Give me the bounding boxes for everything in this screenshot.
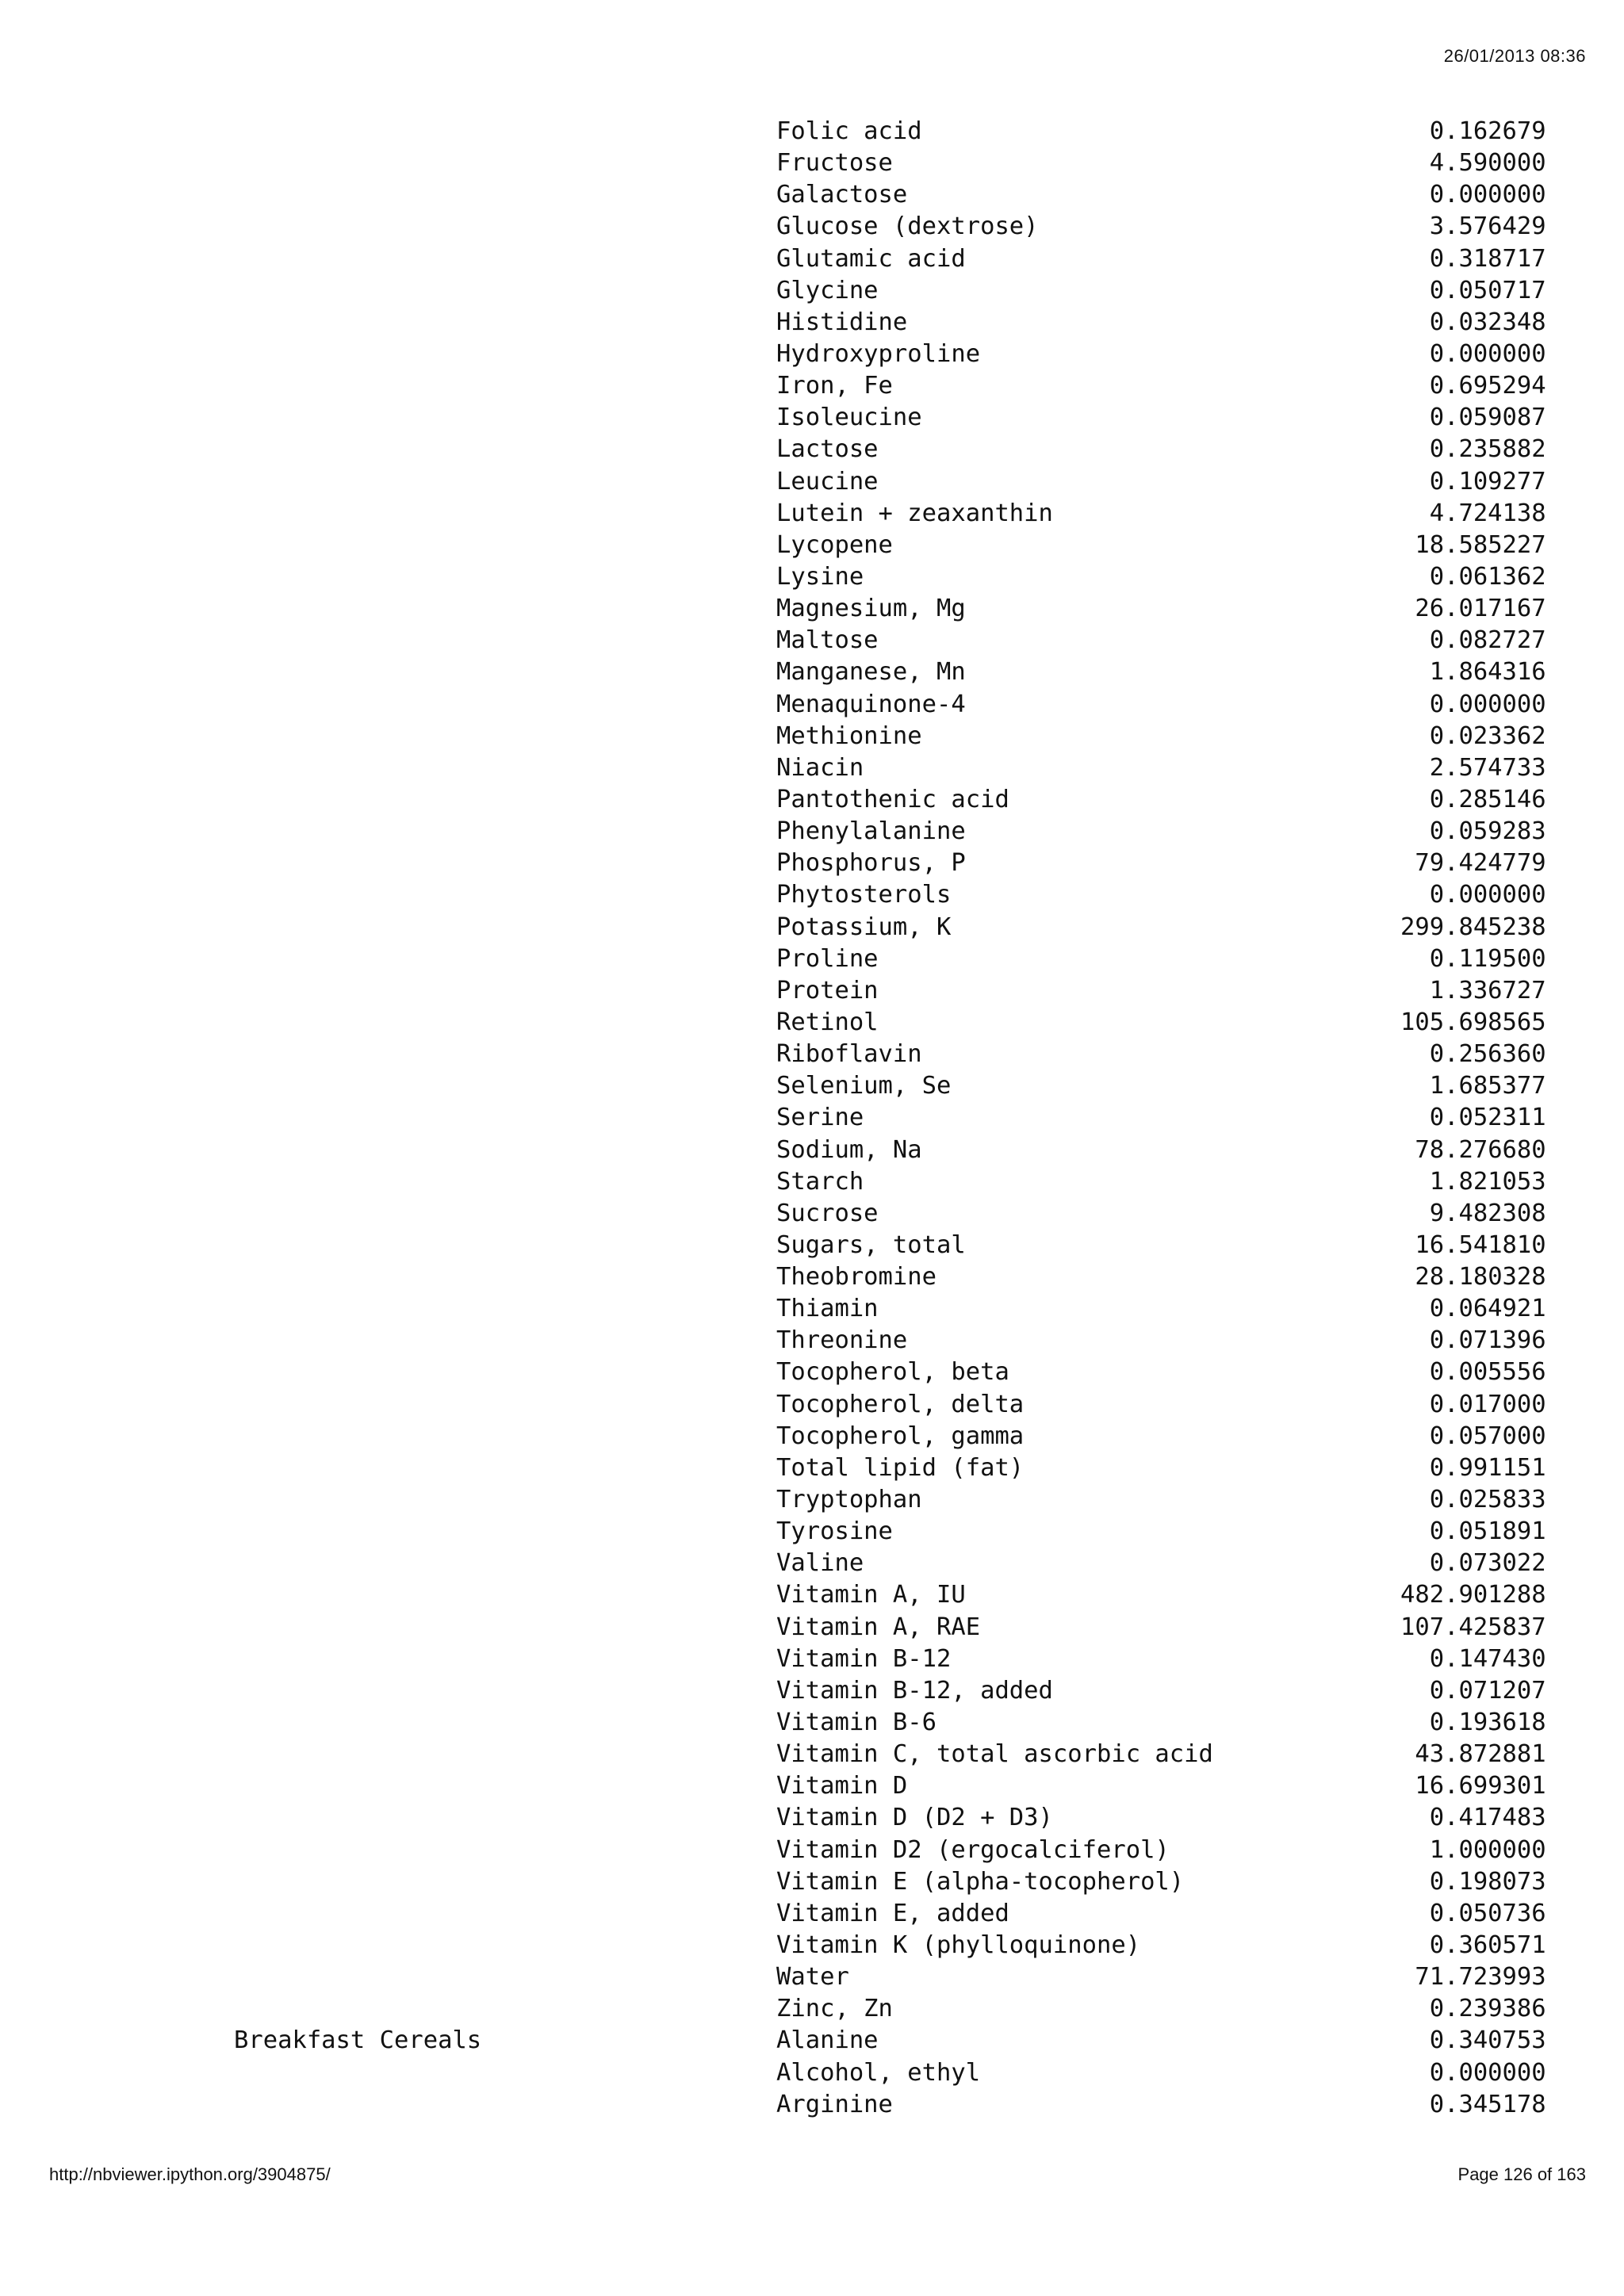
- table-row: [230, 1452, 1546, 1484]
- category-cell: [230, 561, 776, 593]
- nutrient-value-cell: 0.025833: [1429, 1486, 1546, 1514]
- nutrient-value-cell: 107.425837: [1400, 1613, 1546, 1641]
- category-cell: [230, 275, 776, 307]
- nutrient-value-cell: 0.256360: [1429, 1040, 1546, 1069]
- nutrient-value-cell: 0.000000: [1429, 339, 1546, 368]
- table-row: [230, 1325, 1546, 1357]
- table-row: [230, 211, 1546, 243]
- nutrient-value-cell: 1.336727: [1429, 976, 1546, 1004]
- nutrient-value-cell: 0.417483: [1429, 1804, 1546, 1832]
- table-row: [230, 1007, 1546, 1039]
- category-cell: [230, 1707, 776, 1739]
- nutrient-value-cell: 4.724138: [1429, 499, 1546, 527]
- nutrient-value-cell: 1.864316: [1429, 658, 1546, 687]
- nutrient-name-cell: Galactose: [776, 181, 908, 209]
- category-cell: [230, 1579, 776, 1611]
- category-cell: [230, 593, 776, 625]
- table-row: [230, 848, 1546, 879]
- nutrient-value-cell: 0.109277: [1429, 467, 1546, 496]
- nutrient-name-cell: Retinol: [776, 1008, 879, 1036]
- category-cell: [230, 1548, 776, 1579]
- table-row: [230, 1802, 1546, 1834]
- table-row: [230, 1484, 1546, 1516]
- nutrient-value-cell: 78.276680: [1415, 1135, 1546, 1164]
- table-row: [230, 784, 1546, 816]
- nutrient-value-cell: 0.285146: [1429, 785, 1546, 813]
- category-cell: [230, 402, 776, 434]
- category-cell: [230, 1930, 776, 1961]
- nutrient-name-cell: Vitamin C, total ascorbic acid: [776, 1740, 1213, 1769]
- category-cell: [230, 1421, 776, 1452]
- nutrient-name-cell: Potassium, K: [776, 913, 952, 941]
- nutrient-value-cell: 0.147430: [1429, 1644, 1546, 1673]
- nutrient-value-cell: 0.000000: [1429, 881, 1546, 909]
- table-row: [230, 561, 1546, 593]
- nutrient-value-cell: 9.482308: [1429, 1199, 1546, 1227]
- nutrient-name-cell: Vitamin B-12: [776, 1644, 952, 1673]
- nutrient-value-cell: 4.590000: [1429, 149, 1546, 178]
- nutrient-value-cell: 0.061362: [1429, 562, 1546, 591]
- nutrient-value-cell: 0.000000: [1429, 2058, 1546, 2087]
- table-row: [230, 593, 1546, 625]
- category-cell: [230, 434, 776, 465]
- nutrient-value-cell: 0.071396: [1429, 1326, 1546, 1355]
- category-cell: [230, 1484, 776, 1516]
- category-cell: [230, 1039, 776, 1070]
- nutrient-name-cell: Starch: [776, 1167, 864, 1196]
- nutrient-value-cell: 0.239386: [1429, 1995, 1546, 2023]
- category-cell: [230, 1675, 776, 1707]
- nutrient-name-cell: Alanine: [776, 2026, 879, 2055]
- category-cell: [230, 1261, 776, 1293]
- table-row: [230, 625, 1546, 656]
- category-cell: [230, 1452, 776, 1484]
- nutrient-name-cell: Glycine: [776, 276, 879, 304]
- nutrient-name-cell: Pantothenic acid: [776, 785, 1009, 813]
- table-row: [230, 339, 1546, 370]
- print-timestamp: 26/01/2013 08:36: [1443, 46, 1586, 66]
- nutrient-name-cell: Methionine: [776, 721, 922, 750]
- table-row: [230, 1230, 1546, 1261]
- category-cell: [230, 147, 776, 179]
- table-row: [230, 1548, 1546, 1579]
- table-row: [230, 1039, 1546, 1070]
- nutrient-value-cell: 482.901288: [1400, 1581, 1546, 1609]
- table-row: [230, 1516, 1546, 1548]
- table-row: [230, 1866, 1546, 1898]
- category-cell: [230, 943, 776, 975]
- table-row: [230, 721, 1546, 752]
- nutrient-name-cell: Vitamin D (D2 + D3): [776, 1804, 1053, 1832]
- table-row: [230, 370, 1546, 402]
- nutrient-name-cell: Vitamin B-12, added: [776, 1676, 1053, 1705]
- table-row: [230, 943, 1546, 975]
- table-row: [230, 1612, 1546, 1644]
- nutrient-name-cell: Arginine: [776, 2090, 893, 2118]
- table-row: [230, 1644, 1546, 1675]
- table-row: [230, 1835, 1546, 1866]
- nutrient-name-cell: Vitamin B-6: [776, 1709, 936, 1737]
- nutrient-value-cell: 0.051891: [1429, 1517, 1546, 1546]
- nutrient-name-cell: Riboflavin: [776, 1040, 922, 1069]
- nutrient-value-cell: 26.017167: [1415, 595, 1546, 623]
- nutrient-value-cell: 0.198073: [1429, 1867, 1546, 1896]
- table-row: [230, 1770, 1546, 1802]
- table-row: [230, 243, 1546, 275]
- nutrient-name-cell: Niacin: [776, 753, 864, 782]
- table-row: [230, 530, 1546, 561]
- category-cell: [230, 625, 776, 656]
- nutrient-name-cell: Isoleucine: [776, 404, 922, 432]
- nutrient-value-cell: 0.000000: [1429, 181, 1546, 209]
- category-cell: [230, 530, 776, 561]
- nutrient-value-cell: 0.073022: [1429, 1549, 1546, 1578]
- nutrient-value-cell: 1.685377: [1429, 1072, 1546, 1100]
- table-row: [230, 1198, 1546, 1230]
- table-row: [230, 1070, 1546, 1102]
- category-cell: [230, 689, 776, 721]
- nutrient-value-cell: 0.695294: [1429, 372, 1546, 400]
- footer-url: http://nbviewer.ipython.org/3904875/: [49, 2164, 331, 2184]
- nutrient-name-cell: Phosphorus, P: [776, 849, 966, 878]
- nutrient-name-cell: Serine: [776, 1104, 864, 1132]
- nutrient-value-cell: 0.340753: [1429, 2026, 1546, 2055]
- nutrient-name-cell: Sugars, total: [776, 1230, 966, 1259]
- nutrient-name-cell: Tyrosine: [776, 1517, 893, 1546]
- table-row: [230, 179, 1546, 211]
- table-row: [230, 1421, 1546, 1452]
- nutrient-name-cell: Iron, Fe: [776, 372, 893, 400]
- nutrient-name-cell: Tocopherol, beta: [776, 1358, 1009, 1387]
- table-row: [230, 466, 1546, 498]
- table-row: [230, 1135, 1546, 1166]
- nutrient-value-cell: 0.059087: [1429, 404, 1546, 432]
- nutrient-name-cell: Menaquinone-4: [776, 690, 966, 718]
- table-row: [230, 975, 1546, 1007]
- nutrient-name-cell: Sodium, Na: [776, 1135, 922, 1164]
- category-cell: [230, 2089, 776, 2121]
- nutrient-value-cell: 16.699301: [1415, 1772, 1546, 1800]
- category-cell: [230, 1325, 776, 1357]
- nutrient-name-cell: Theobromine: [776, 1263, 936, 1292]
- nutrient-table: [230, 116, 1546, 2121]
- nutrient-name-cell: Vitamin K (phylloquinone): [776, 1931, 1141, 1960]
- category-cell: [230, 1198, 776, 1230]
- category-cell: [230, 307, 776, 339]
- nutrient-value-cell: 0.162679: [1429, 117, 1546, 145]
- category-cell: [230, 975, 776, 1007]
- table-row: [230, 402, 1546, 434]
- nutrient-value-cell: 0.082727: [1429, 626, 1546, 655]
- nutrient-name-cell: Maltose: [776, 626, 879, 655]
- nutrient-name-cell: Tryptophan: [776, 1486, 922, 1514]
- table-row: [230, 689, 1546, 721]
- category-cell: [230, 1293, 776, 1325]
- nutrient-name-cell: Lutein + zeaxanthin: [776, 499, 1053, 527]
- category-cell: [230, 1770, 776, 1802]
- category-cell: [230, 656, 776, 688]
- nutrient-value-cell: 0.017000: [1429, 1390, 1546, 1418]
- table-row: [230, 1930, 1546, 1961]
- category-cell: [230, 784, 776, 816]
- nutrient-value-cell: 0.064921: [1429, 1295, 1546, 1323]
- nutrient-value-cell: 0.005556: [1429, 1358, 1546, 1387]
- nutrient-value-cell: 1.000000: [1429, 1835, 1546, 1864]
- table-row: [230, 656, 1546, 688]
- nutrient-name-cell: Vitamin D: [776, 1772, 908, 1800]
- nutrient-name-cell: Vitamin E, added: [776, 1899, 1009, 1927]
- category-cell: [230, 370, 776, 402]
- table-row: [230, 1389, 1546, 1421]
- table-row: [230, 1739, 1546, 1770]
- category-cell: [230, 1070, 776, 1102]
- nutrient-value-cell: 3.576429: [1429, 212, 1546, 241]
- nutrient-value-cell: 0.057000: [1429, 1422, 1546, 1450]
- nutrient-name-cell: Lycopene: [776, 530, 893, 559]
- nutrient-value-cell: 299.845238: [1400, 913, 1546, 941]
- category-cell: [230, 1993, 776, 2025]
- category-cell: [230, 1612, 776, 1644]
- nutrient-value-cell: 28.180328: [1415, 1263, 1546, 1292]
- category-cell: [230, 2057, 776, 2089]
- nutrient-name-cell: Leucine: [776, 467, 879, 496]
- category-cell: [230, 1007, 776, 1039]
- nutrient-value-cell: 1.821053: [1429, 1167, 1546, 1196]
- nutrient-name-cell: Magnesium, Mg: [776, 595, 966, 623]
- category-cell: [230, 1102, 776, 1134]
- table-row: [230, 1166, 1546, 1198]
- nutrient-value-cell: 0.345178: [1429, 2090, 1546, 2118]
- category-cell: [230, 1739, 776, 1770]
- category-cell: [230, 1230, 776, 1261]
- nutrient-table-body: [230, 116, 1546, 2121]
- nutrient-name-cell: Glucose (dextrose): [776, 212, 1039, 241]
- table-row: [230, 752, 1546, 784]
- nutrient-value-cell: 0.000000: [1429, 690, 1546, 718]
- nutrient-name-cell: Tocopherol, delta: [776, 1390, 1025, 1418]
- nutrient-value-cell: 0.023362: [1429, 721, 1546, 750]
- table-row: [230, 275, 1546, 307]
- nutrient-value-cell: 2.574733: [1429, 753, 1546, 782]
- table-row: [230, 879, 1546, 911]
- nutrient-value-cell: 0.032348: [1429, 308, 1546, 336]
- nutrient-value-cell: 0.050717: [1429, 276, 1546, 304]
- nutrient-name-cell: Vitamin E (alpha-tocopherol): [776, 1867, 1185, 1896]
- nutrient-value-cell: 105.698565: [1400, 1008, 1546, 1036]
- category-cell: [230, 879, 776, 911]
- nutrient-name-cell: Hydroxyproline: [776, 339, 981, 368]
- table-row: [230, 1293, 1546, 1325]
- category-cell: [230, 1898, 776, 1930]
- category-cell: [230, 179, 776, 211]
- page-number: Page 126 of 163: [1457, 2164, 1586, 2184]
- table-row: [230, 1898, 1546, 1930]
- nutrient-name-cell: Zinc, Zn: [776, 1995, 893, 2023]
- nutrient-value-cell: 0.991151: [1429, 1453, 1546, 1482]
- category-cell: [230, 1802, 776, 1834]
- category-cell: Breakfast Cereals: [234, 2026, 482, 2055]
- nutrient-name-cell: Selenium, Se: [776, 1072, 952, 1100]
- nutrient-name-cell: Alcohol, ethyl: [776, 2058, 981, 2087]
- category-cell: [230, 498, 776, 530]
- category-cell: [230, 848, 776, 879]
- nutrient-name-cell: Sucrose: [776, 1199, 879, 1227]
- nutrient-value-cell: 0.235882: [1429, 435, 1546, 464]
- nutrient-value-cell: 16.541810: [1415, 1230, 1546, 1259]
- nutrient-value-cell: 0.052311: [1429, 1104, 1546, 1132]
- nutrient-name-cell: Valine: [776, 1549, 864, 1578]
- category-cell: [230, 816, 776, 848]
- nutrient-name-cell: Protein: [776, 976, 879, 1004]
- category-cell: [230, 1835, 776, 1866]
- category-cell: [230, 1166, 776, 1198]
- table-row: [230, 2089, 1546, 2121]
- category-cell: [230, 116, 776, 147]
- nutrient-name-cell: Tocopherol, gamma: [776, 1422, 1025, 1450]
- category-cell: [230, 1866, 776, 1898]
- table-row: [230, 1261, 1546, 1293]
- nutrient-name-cell: Fructose: [776, 149, 893, 178]
- table-row: [230, 912, 1546, 943]
- category-cell: [230, 243, 776, 275]
- nutrient-name-cell: Water: [776, 1963, 849, 1992]
- nutrient-name-cell: Manganese, Mn: [776, 658, 966, 687]
- nutrient-name-cell: Histidine: [776, 308, 908, 336]
- category-cell: [230, 1516, 776, 1548]
- table-row: [230, 434, 1546, 465]
- category-cell: [230, 1135, 776, 1166]
- category-cell: [230, 339, 776, 370]
- nutrient-value-cell: 79.424779: [1415, 849, 1546, 878]
- table-row: [230, 307, 1546, 339]
- table-row: [230, 1993, 1546, 2025]
- nutrient-value-cell: 43.872881: [1415, 1740, 1546, 1769]
- table-row: [230, 1675, 1546, 1707]
- nutrient-value-cell: 71.723993: [1415, 1963, 1546, 1992]
- nutrient-value-cell: 0.318717: [1429, 244, 1546, 273]
- category-cell: [230, 1961, 776, 1993]
- table-row: [230, 1961, 1546, 1993]
- nutrient-name-cell: Total lipid (fat): [776, 1453, 1025, 1482]
- nutrient-value-cell: 18.585227: [1415, 530, 1546, 559]
- nutrient-name-cell: Lactose: [776, 435, 879, 464]
- category-cell: [230, 1389, 776, 1421]
- nutrient-name-cell: Vitamin D2 (ergocalciferol): [776, 1835, 1170, 1864]
- table-row: [230, 1357, 1546, 1388]
- table-row: [230, 2025, 1546, 2057]
- nutrient-name-cell: Folic acid: [776, 117, 922, 145]
- category-cell: [230, 1644, 776, 1675]
- table-row: [230, 498, 1546, 530]
- nutrient-value-cell: 0.193618: [1429, 1709, 1546, 1737]
- nutrient-value-cell: 0.059283: [1429, 817, 1546, 846]
- nutrient-name-cell: Lysine: [776, 562, 864, 591]
- nutrient-value-cell: 0.360571: [1429, 1931, 1546, 1960]
- table-row: [230, 1102, 1546, 1134]
- nutrient-name-cell: Phenylalanine: [776, 817, 966, 846]
- nutrient-value-cell: 0.050736: [1429, 1899, 1546, 1927]
- table-row: [230, 2057, 1546, 2089]
- category-cell: [230, 211, 776, 243]
- category-cell: [230, 912, 776, 943]
- table-row: [230, 1707, 1546, 1739]
- nutrient-name-cell: Proline: [776, 944, 879, 973]
- nutrient-name-cell: Vitamin A, RAE: [776, 1613, 981, 1641]
- nutrient-value-cell: 0.071207: [1429, 1676, 1546, 1705]
- category-cell: [230, 752, 776, 784]
- nutrient-name-cell: Glutamic acid: [776, 244, 966, 273]
- category-cell: [230, 1357, 776, 1388]
- table-row: [230, 816, 1546, 848]
- table-row: [230, 147, 1546, 179]
- table-row: [230, 116, 1546, 147]
- nutrient-name-cell: Vitamin A, IU: [776, 1581, 966, 1609]
- table-row: [230, 1579, 1546, 1611]
- nutrient-value-cell: 0.119500: [1429, 944, 1546, 973]
- nutrient-name-cell: Thiamin: [776, 1295, 879, 1323]
- category-cell: [230, 721, 776, 752]
- nutrient-name-cell: Threonine: [776, 1326, 908, 1355]
- category-cell: [230, 466, 776, 498]
- nutrient-name-cell: Phytosterols: [776, 881, 952, 909]
